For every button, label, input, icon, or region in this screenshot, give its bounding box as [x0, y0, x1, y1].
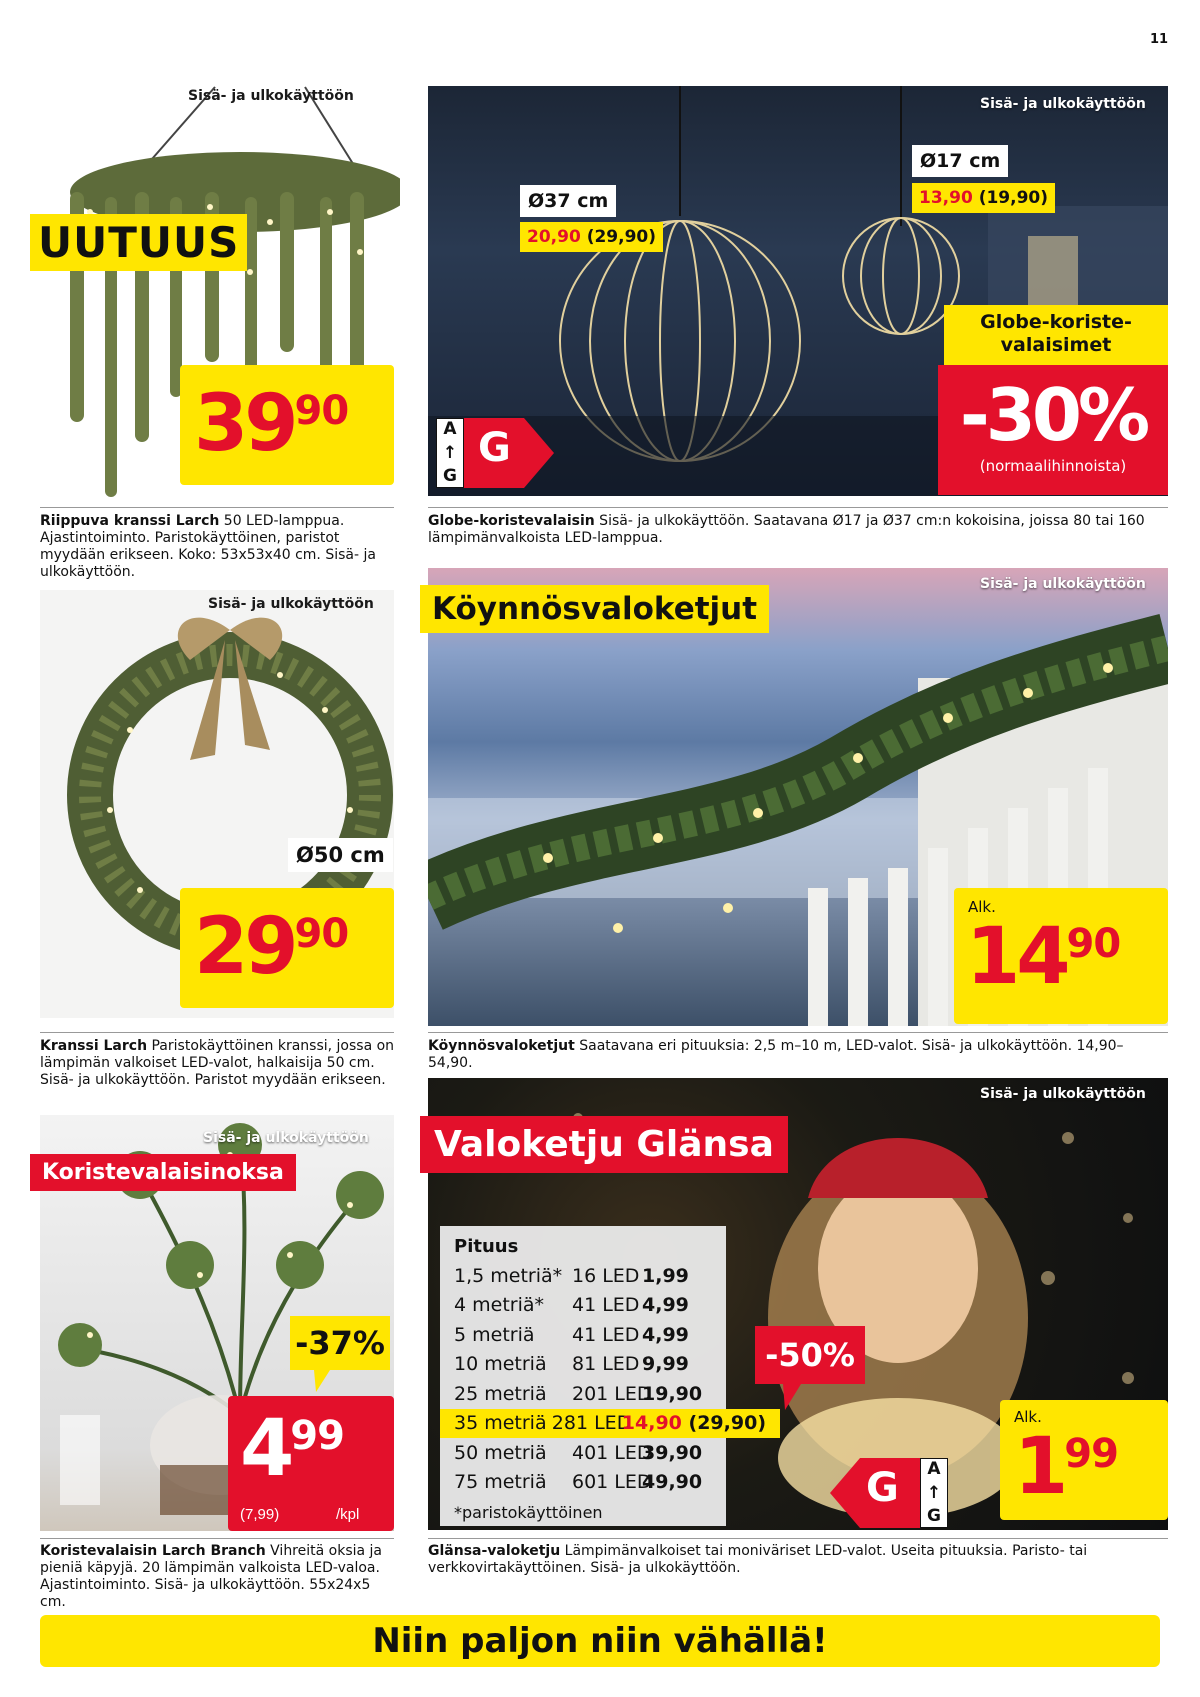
price-main: 29 [194, 902, 295, 992]
row-price-value: 19,90 [642, 1382, 703, 1405]
row-price [642, 1442, 702, 1464]
glansa-energy-label [830, 1458, 948, 1528]
row-length: 75 metriä [454, 1471, 547, 1494]
divider [428, 507, 1168, 508]
branch-old-price: (7,99) [240, 1506, 280, 1523]
divider [40, 1032, 394, 1033]
glansa-price-box [1000, 1400, 1168, 1520]
wreath-price-box [180, 888, 394, 1008]
new-price: 13,90 [919, 188, 973, 208]
row-leds: 281 LED [551, 1412, 632, 1435]
price-cents: 90 [294, 911, 349, 957]
desc-title: Kranssi Larch [40, 1038, 148, 1054]
desc-text: Paristokäyttöinen kranssi, jossa on lämpimän valkoiset LED-valot, halkaisija 50 cm. Sisä- ja ulkokäyttöön. Paristot myydään erikseen. [40, 1038, 395, 1088]
row-leds: 601 LED [572, 1471, 652, 1494]
price-cents: 90 [294, 388, 349, 434]
glansa-length-table [440, 1226, 766, 1526]
price-cents: 90 [1066, 921, 1121, 967]
globe-price-large [520, 222, 663, 252]
price-main: 39 [194, 379, 295, 469]
globe-headline-box [944, 305, 1168, 365]
energy-scale-bottom: G [927, 1506, 941, 1526]
table-rows [454, 1261, 766, 1497]
glansa-description [428, 1543, 1168, 1577]
from-label: Alk. [1014, 1408, 1042, 1426]
row-price [642, 1383, 702, 1405]
row-length: 50 metriä [454, 1441, 547, 1464]
row-price-value: 39,90 [642, 1441, 703, 1464]
energy-scale [436, 418, 464, 488]
hanging-wreath-price-box [180, 365, 394, 485]
garland-price-box [954, 888, 1168, 1024]
indoor-outdoor-tag: Sisä- ja ulkokäyttöön [980, 96, 1146, 112]
globe-description [428, 513, 1168, 547]
arrow-up-icon: ↑ [442, 442, 458, 463]
indoor-outdoor-tag: Sisä- ja ulkokäyttöön [203, 1130, 369, 1146]
energy-class: G [866, 1465, 899, 1511]
wreath-price [194, 902, 349, 992]
row-leds: 81 LED [572, 1353, 640, 1376]
energy-scale-top: A [443, 419, 457, 439]
branch-description [40, 1543, 395, 1611]
branch-price-box [228, 1396, 394, 1531]
table-row [454, 1320, 712, 1350]
price-main: 4 [240, 1404, 291, 1494]
globe-size-small: Ø17 cm [912, 145, 1008, 177]
row-price-value: 1,99 [642, 1264, 689, 1287]
glansa-discount-badge [755, 1326, 865, 1384]
row-price-value: 9,99 [642, 1353, 689, 1376]
price-main: 14 [966, 912, 1067, 1002]
desc-text: Saatavana eri pituuksia: 2,5 m–10 m, LED-valot. Sisä- ja ulkokäyttöön. 14,90–54,90. [428, 1038, 1124, 1071]
energy-scale-bottom: G [443, 466, 457, 486]
from-label: Alk. [968, 898, 996, 916]
desc-text: Lämpimänvalkoiset tai moniväriset LED-valot. Useita pituuksia. Paristo- tai verkkovirtakäyttöinen. Sisä- ja ulkokäyttöön. [428, 1543, 1088, 1576]
table-row [454, 1468, 712, 1498]
desc-title: Glänsa-valoketju [428, 1543, 561, 1559]
row-length: 5 metriä [454, 1323, 535, 1346]
page-number: 11 [1150, 32, 1169, 47]
divider [40, 507, 394, 508]
table-row [454, 1379, 712, 1409]
hanging-wreath-price [194, 379, 349, 469]
garland-price [966, 912, 1121, 1002]
row-leds: 401 LED [572, 1441, 652, 1464]
indoor-outdoor-tag: Sisä- ja ulkokäyttöön [188, 88, 354, 104]
price-cents: 99 [1064, 1431, 1118, 1477]
globe-headline: Globe-koriste-valaisimet [980, 311, 1132, 356]
row-length: 35 metriä [454, 1412, 547, 1435]
row-price-value: 49,90 [642, 1471, 703, 1494]
table-row [454, 1261, 712, 1291]
table-row [440, 1409, 780, 1439]
old-price: (29,90) [586, 227, 657, 247]
globe-size-large: Ø37 cm [520, 185, 616, 217]
row-price-value: 4,99 [642, 1294, 689, 1317]
row-price [622, 1412, 766, 1434]
energy-scale-top: A [927, 1459, 941, 1479]
row-price [642, 1471, 702, 1493]
new-badge: UUTUUS [30, 214, 247, 271]
row-leds: 201 LED [572, 1382, 652, 1405]
globe-discount: -30% [959, 373, 1147, 457]
divider [40, 1538, 394, 1539]
indoor-outdoor-tag: Sisä- ja ulkokäyttöön [980, 576, 1146, 592]
row-old-price: (29,90) [688, 1412, 766, 1435]
table-header: Pituus [454, 1236, 519, 1257]
table-footnote: *paristokäyttöinen [454, 1503, 603, 1522]
garland-description [428, 1038, 1168, 1072]
globe-discount-note: (normaalihinnoista) [979, 457, 1127, 475]
row-leds: 16 LED [572, 1264, 640, 1287]
branch-unit: /kpl [336, 1506, 360, 1523]
row-length: 1,5 metriä* [454, 1264, 563, 1287]
desc-title: Globe-koristevalaisin [428, 513, 595, 529]
desc-text: 50 LED-lamppua. Ajastintoiminto. Paristokäyttöinen, paristot myydään erikseen. Koko: 53x53x40 cm. Sisä- ja ulkokäyttöön. [40, 513, 376, 580]
arrow-up-icon: ↑ [926, 1482, 942, 1503]
row-price-value: 14,90 [621, 1412, 682, 1435]
table-row [454, 1438, 712, 1468]
wreath-description [40, 1038, 395, 1089]
energy-class-arrow [830, 1458, 920, 1528]
glansa-price [1014, 1422, 1118, 1512]
globe-discount-box [938, 365, 1168, 495]
divider [428, 1032, 1168, 1033]
energy-class: G [478, 425, 511, 471]
branch-discount: -37% [295, 1324, 385, 1362]
row-price [642, 1353, 689, 1375]
row-length: 10 metriä [454, 1353, 547, 1376]
branch-discount-badge [290, 1316, 390, 1370]
globe-energy-label [436, 418, 554, 488]
indoor-outdoor-tag: Sisä- ja ulkokäyttöön [208, 596, 374, 612]
desc-title: Koristevalaisin Larch Branch [40, 1543, 266, 1559]
branch-price [240, 1404, 344, 1494]
hanging-wreath-description [40, 513, 395, 581]
branch-headline: Koristevalaisinoksa [30, 1154, 296, 1191]
energy-scale [920, 1458, 948, 1528]
indoor-outdoor-tag: Sisä- ja ulkokäyttöön [980, 1086, 1146, 1102]
row-price [642, 1294, 689, 1316]
row-length: 25 metriä [454, 1382, 547, 1405]
glansa-headline: Valoketju Glänsa [420, 1116, 788, 1173]
price-cents: 99 [290, 1413, 344, 1459]
desc-title: Riippuva kranssi Larch [40, 513, 220, 529]
table-row [454, 1350, 712, 1380]
row-length: 4 metriä* [454, 1294, 545, 1317]
desc-text: Vihreitä oksia ja pieniä käpyjä. 20 lämpimän valkoista LED-valoa. Ajastintoiminto. Sisä- ja ulkokäyttöön. 55x24x5 cm. [40, 1543, 383, 1610]
price-main: 1 [1014, 1422, 1065, 1512]
row-leds: 41 LED [572, 1323, 640, 1346]
row-price [642, 1265, 689, 1287]
globe-price-small [912, 183, 1055, 213]
desc-text: Sisä- ja ulkokäyttöön. Saatavana Ø17 ja Ø37 cm:n kokoisina, joissa 80 tai 160 lämpimänvalkoista LED-lamppua. [428, 513, 1145, 546]
table-row [454, 1291, 712, 1321]
row-price [642, 1324, 689, 1346]
glansa-discount: -50% [765, 1336, 855, 1374]
energy-class-arrow [464, 418, 554, 488]
footer-slogan: Niin paljon niin vähällä! [40, 1615, 1160, 1667]
desc-title: Köynnösvaloketjut [428, 1038, 575, 1054]
old-price: (19,90) [978, 188, 1049, 208]
divider [428, 1538, 1168, 1539]
new-price: 20,90 [527, 227, 581, 247]
row-leds: 41 LED [572, 1294, 640, 1317]
garland-headline: Köynnösvaloketjut [420, 585, 769, 633]
row-price-value: 4,99 [642, 1323, 689, 1346]
wreath-size: Ø50 cm [288, 838, 393, 872]
